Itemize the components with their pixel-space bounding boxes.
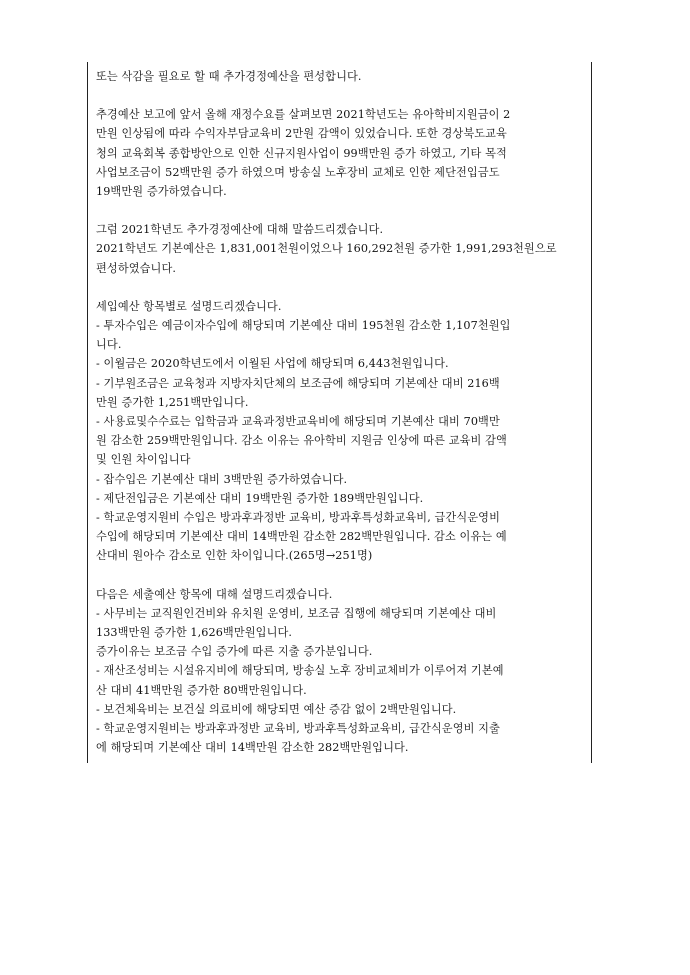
paragraph: [96, 297, 584, 566]
text-line: 산 대비 41백만원 증가한 80백만원입니다.: [96, 683, 307, 697]
text-line: 증가이유는 보조금 수입 증가에 따른 지출 증가분입니다.: [96, 645, 373, 659]
text-line: - 학교운영지원비 수입은 방과후과정반 교육비, 방과후특성화교육비, 급간식운영비: [96, 511, 500, 525]
text-line: 청의 교육회복 종합방안으로 인한 신규지원사업이 99백만원 증가 하였고, 기타 목적: [96, 146, 507, 160]
paragraph: [96, 220, 584, 278]
text-line: 다음은 세출예산 항목에 대해 설명드리겠습니다.: [96, 587, 333, 601]
text-line: 산대비 원아수 감소로 인한 차이입니다.(265명→251명): [96, 549, 373, 563]
text-line: - 보건체육비는 보건실 의료비에 해당되면 예산 증감 없이 2백만원입니다.: [96, 702, 457, 716]
text-line: - 사무비는 교직원인건비와 유치원 운영비, 보조금 집행에 해당되며 기본예산 대비: [96, 606, 497, 620]
text-line: 사업보조금이 52백만원 증가 하였으며 방송실 노후장비 교체로 인한 제단전입금도: [96, 165, 500, 179]
text-line: 편성하였습니다.: [96, 261, 177, 275]
paragraph: [96, 105, 584, 201]
text-line: - 재산조성비는 시설유지비에 해당되며, 방송실 노후 장비교체비가 이루어져 기본예: [96, 664, 504, 678]
text-line: 또는 삭감을 필요로 할 때 추가경정예산을 편성합니다.: [96, 70, 362, 83]
text-line: 세입예산 항목별로 설명드리겠습니다.: [96, 299, 282, 313]
text-line: 만원 인상됨에 따라 수익자부담교육비 2만원 감액이 있었습니다. 또한 경상북도교육: [96, 127, 507, 141]
document-body: [96, 67, 584, 777]
text-line: 2021학년도 기본예산은 1,831,001천원이었으나 160,292천원 증가한 1,991,293천원으로: [96, 242, 557, 256]
text-line: 만원 증가한 1,251백만입니다.: [96, 395, 249, 409]
text-line: 니다.: [96, 338, 122, 352]
text-line: - 제단전입금은 기본예산 대비 19백만원 증가한 189백만원입니다.: [96, 491, 424, 505]
text-line: - 잡수입은 기본예산 대비 3백만원 증가하였습니다.: [96, 472, 348, 486]
paragraph: [96, 67, 584, 86]
text-line: 133백만원 증가한 1,626백만원입니다.: [96, 626, 293, 640]
text-line: - 기부원조금은 교육청과 지방자치단체의 보조금에 해당되며 기본예산 대비 216백: [96, 376, 500, 390]
text-line: 원 감소한 259백만원입니다. 감소 이유는 유아학비 지원금 인상에 따른 교육비 감액: [96, 434, 507, 448]
text-line: - 투자수입은 예금이자수입에 해당되며 기본예산 대비 195천원 감소한 1,107천원입: [96, 319, 511, 333]
paragraph: [96, 585, 584, 758]
text-line: - 이월금은 2020학년도에서 이월된 사업에 해당되며 6,443천원입니다.: [96, 357, 449, 371]
text-line: 19백만원 증가하였습니다.: [96, 185, 227, 199]
text-line: 추경예산 보고에 앞서 올해 재정수요를 살펴보면 2021학년도는 유아학비지원금이 2: [96, 108, 511, 122]
text-line: - 사용료및수수료는 입학금과 교육과정반교육비에 해당되며 기본예산 대비 70백만: [96, 415, 500, 429]
text-line: - 학교운영지원비는 방과후과정반 교육비, 방과후특성화교육비, 급간식운영비 지출: [96, 722, 500, 736]
text-line: 그럼 2021학년도 추가경정예산에 대해 말씀드리겠습니다.: [96, 223, 384, 237]
text-line: 에 해당되며 기본예산 대비 14백만원 감소한 282백만원입니다.: [96, 741, 409, 755]
text-line: 수입에 해당되며 기본예산 대비 14백만원 감소한 282백만원입니다. 감소 이유는 예: [96, 530, 507, 544]
text-line: 및 인원 차이입니다: [96, 453, 191, 467]
